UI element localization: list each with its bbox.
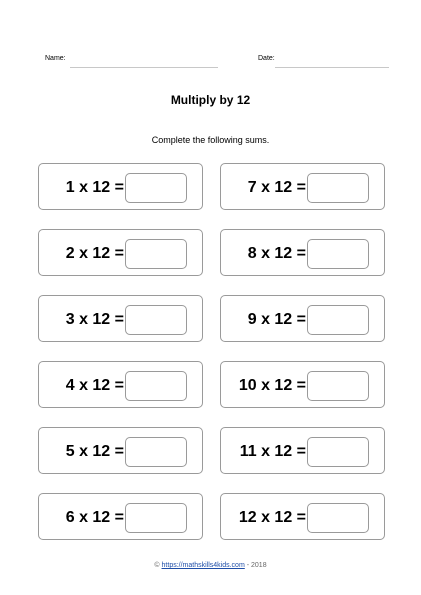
answer-box[interactable] (307, 371, 369, 401)
footer (0, 562, 421, 569)
problem-card (220, 229, 385, 276)
copyright-symbol: © (154, 562, 160, 569)
problem-equation: 2 x 12 = (65, 245, 124, 262)
problem-equation: 12 x 12 = (238, 509, 306, 526)
problem-card (220, 493, 385, 540)
instruction-text: Complete the following sums. (151, 135, 270, 145)
problem-card (38, 493, 203, 540)
name-line[interactable] (70, 67, 218, 68)
problem-equation: 7 x 12 = (247, 179, 306, 196)
problem-card (220, 163, 385, 210)
worksheet-title: Multiply by 12 (170, 93, 251, 107)
problem-card (38, 163, 203, 210)
answer-box[interactable] (307, 503, 369, 533)
problem-equation: 5 x 12 = (65, 443, 124, 460)
problem-equation: 6 x 12 = (65, 509, 124, 526)
name-label: Name: (45, 55, 66, 62)
answer-box[interactable] (125, 503, 187, 533)
answer-box[interactable] (125, 173, 187, 203)
problem-card (38, 229, 203, 276)
problem-card (220, 361, 385, 408)
answer-box[interactable] (125, 305, 187, 335)
website-link[interactable]: https://mathskills4kids.com (161, 562, 245, 569)
answer-box[interactable] (307, 239, 369, 269)
answer-box[interactable] (125, 437, 187, 467)
answer-box[interactable] (307, 437, 369, 467)
problem-equation: 10 x 12 = (238, 377, 306, 394)
problem-equation: 11 x 12 = (239, 443, 306, 460)
problem-card (220, 295, 385, 342)
answer-box[interactable] (307, 305, 369, 335)
problem-equation: 8 x 12 = (247, 245, 306, 262)
answer-box[interactable] (307, 173, 369, 203)
problem-card (38, 295, 203, 342)
date-line[interactable] (275, 67, 389, 68)
footer-year: - 2018 (246, 562, 267, 569)
problem-equation: 4 x 12 = (65, 377, 124, 394)
answer-box[interactable] (125, 371, 187, 401)
problem-card (38, 361, 203, 408)
problem-equation: 1 x 12 = (65, 179, 124, 196)
answer-box[interactable] (125, 239, 187, 269)
problem-equation: 3 x 12 = (65, 311, 124, 328)
problem-equation: 9 x 12 = (247, 311, 306, 328)
problem-card (38, 427, 203, 474)
problem-card (220, 427, 385, 474)
date-label: Date: (258, 55, 275, 62)
